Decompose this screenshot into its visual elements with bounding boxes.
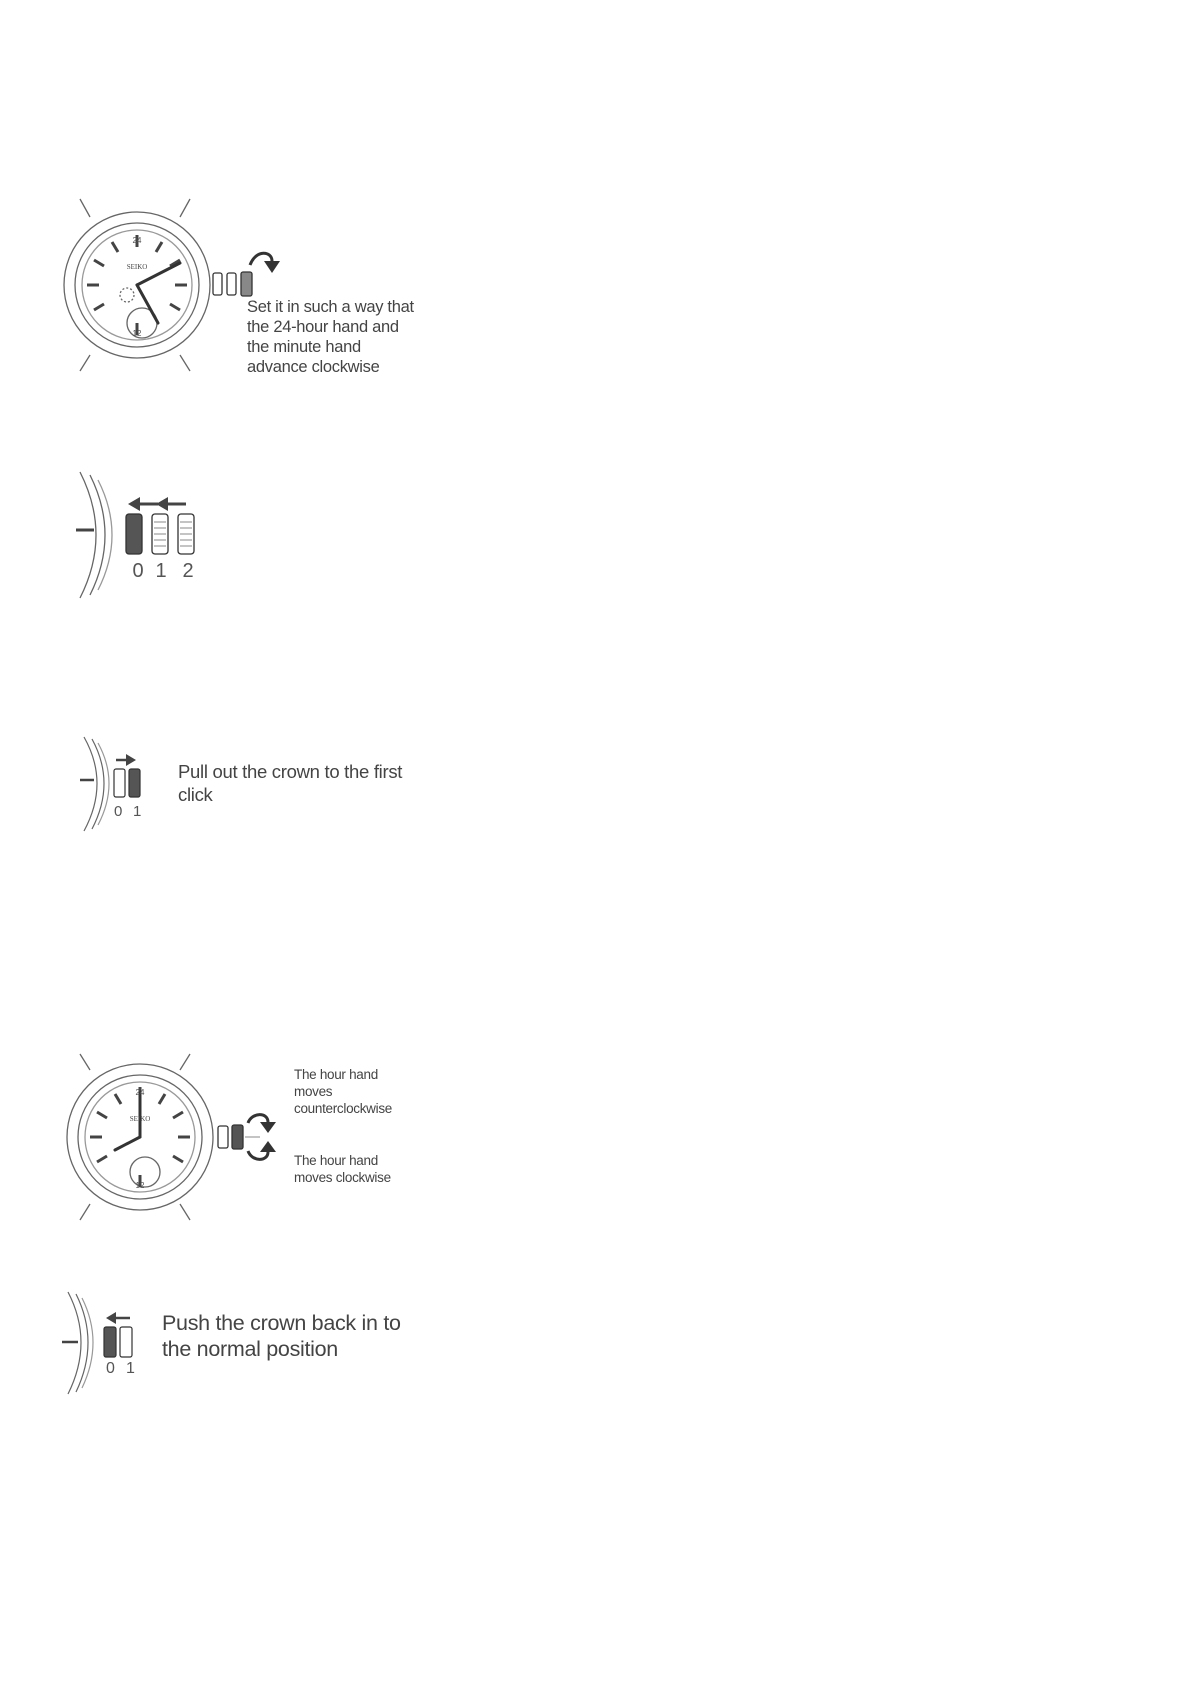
caption-counterclockwise: The hour hand moves counterclockwise: [294, 1067, 392, 1116]
figure-crown-positions: [72, 470, 212, 600]
bezel-number: 12: [135, 1181, 145, 1190]
figure-set-24h: [60, 195, 440, 380]
brand-logo: SEIKO: [129, 1115, 151, 1123]
figure-push-crown-back: [62, 1290, 442, 1400]
crown-illustration: [62, 1290, 162, 1400]
bezel-number: 24: [135, 1088, 145, 1097]
bezel-number: 24: [132, 236, 142, 245]
position-label: 1: [133, 803, 142, 820]
crown-illustration: [78, 735, 178, 835]
caption: Set it in such a way that the 24-hour hand and the minute hand advance clockwise: [247, 298, 414, 376]
position-label: 1: [126, 1360, 135, 1377]
position-label: 0: [106, 1360, 115, 1377]
figure-pull-first-click: [78, 735, 438, 835]
figure-hour-hand-adjust: [60, 1050, 440, 1225]
brand-logo: SEIKO: [126, 263, 148, 271]
position-label: 0: [114, 803, 123, 820]
caption: Push the crown back in to the normal position: [162, 1311, 401, 1361]
position-label: 0: [132, 560, 144, 582]
caption-clockwise: The hour hand moves clockwise: [294, 1153, 391, 1185]
position-label: 1: [155, 560, 167, 582]
caption: Pull out the crown to the first click: [178, 761, 403, 805]
bezel-number: 12: [132, 329, 142, 338]
position-label: 2: [182, 560, 194, 582]
